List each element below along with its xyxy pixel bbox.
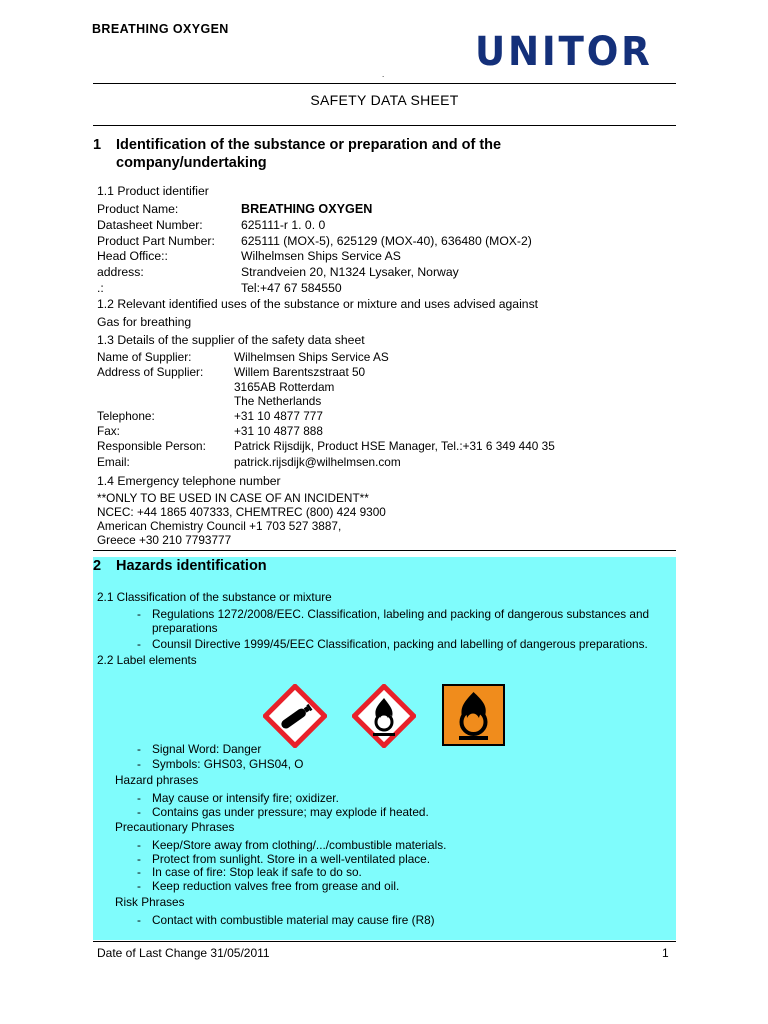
subsection-1-4: 1.4 Emergency telephone number [97, 474, 281, 488]
subsection-1-2: 1.2 Relevant identified uses of the substance or mixture and uses advised against [97, 297, 539, 311]
precaution-heading: Precautionary Phrases [115, 820, 235, 835]
email-label: Email: [97, 454, 130, 469]
hazard-text: May cause or intensify fire; oxidizer. [152, 791, 339, 805]
emergency-line: American Chemistry Council +1 703 527 3887, [97, 519, 342, 533]
subsection-1-1: 1.1 Product identifier [97, 184, 209, 198]
classification-item [97, 608, 680, 635]
oxidizing-orange-icon [442, 684, 505, 746]
title-rule [93, 125, 676, 126]
tel-label: .: [97, 280, 104, 295]
precaution-text: Keep reduction valves free from grease and oil. [152, 878, 400, 893]
email-value: patrick.rijsdijk@wilhelmsen.com [234, 454, 401, 469]
emergency-block [97, 491, 386, 547]
bullet-dash: - [137, 757, 141, 771]
product-name-value: BREATHING OXYGEN [241, 202, 373, 216]
emergency-line: Greece +30 210 7793777 [97, 533, 232, 547]
unitor-logo: UNITOR [475, 29, 653, 75]
bullet-dash: - [137, 838, 141, 853]
label-item [97, 742, 672, 756]
section-1-bottom-rule [93, 550, 676, 551]
header-product-name: BREATHING OXYGEN [92, 22, 229, 36]
subsection-1-3: 1.3 Details of the supplier of the safety data sheet [97, 333, 365, 347]
header-rule [93, 83, 676, 84]
responsible-person-label: Responsible Person: [97, 438, 206, 453]
bullet-dash: - [137, 865, 141, 880]
bullet-dash: - [137, 804, 141, 819]
head-office-value: Wilhelmsen Ships Service AS [241, 249, 401, 264]
part-number-value: 625111 (MOX-5), 625129 (MOX-40), 636480 (MOX-2) [241, 233, 532, 248]
address-value: Strandveien 20, N1324 Lysaker, Norway [241, 265, 459, 280]
subsection-2-1: 2.1 Classification of the substance or mixture [97, 590, 332, 604]
hazard-heading: Hazard phrases [115, 773, 199, 787]
identified-use: Gas for breathing [97, 315, 192, 329]
classification-item [97, 637, 680, 651]
risk-text: Contact with combustible material may cause fire (R8) [152, 912, 435, 927]
section-1-heading [93, 136, 501, 172]
bullet-dash: - [137, 791, 141, 805]
precaution-text: Protect from sunlight. Store in a well-ventilated place. [152, 851, 431, 866]
subsection-2-2: 2.2 Label elements [97, 652, 197, 667]
gas-cylinder-icon [263, 684, 327, 748]
precaution-item [97, 853, 672, 867]
datasheet-number-label: Datasheet Number: [97, 217, 203, 232]
bullet-dash: - [137, 912, 141, 927]
datasheet-number-value: 625111-r 1. 0. 0 [241, 217, 326, 232]
precaution-item [97, 866, 672, 880]
label-item [97, 756, 672, 772]
section-2-body [97, 590, 672, 667]
part-number-label: Product Part Number: [97, 233, 215, 248]
precaution-item [97, 880, 672, 894]
head-office-label: Head Office:: [97, 249, 168, 264]
section-1-title-line2: company/undertaking [116, 155, 267, 171]
section-2-number: 2 [93, 558, 102, 574]
section-1-number: 1 [93, 137, 102, 153]
footer-rule [93, 941, 676, 942]
bullet-dash: - [137, 607, 141, 621]
supplier-name-label: Name of Supplier: [97, 350, 192, 364]
supplier-city-value: 3165AB Rotterdam [234, 379, 335, 394]
signal-word: Signal Word: Danger [152, 742, 262, 756]
precaution-text: In case of fire: Stop leak if safe to do so. [152, 865, 362, 880]
supplier-address-label: Address of Supplier: [97, 364, 204, 379]
classification-text: Regulations 1272/2008/EEC. Classification, labeling and packing of dangerous substances and preparations [152, 607, 650, 635]
precaution-item [97, 839, 672, 853]
product-name-label: Product Name: [97, 202, 179, 216]
section-2-heading [93, 558, 267, 574]
responsible-person-value: Patrick Rijsdijk, Product HSE Manager, Tel.:+31 6 349 440 35 [234, 438, 555, 453]
emergency-line: NCEC: +44 1865 407333, CHEMTREC (800) 424 9300 [97, 505, 386, 519]
section-2-title: Hazards identification [116, 558, 267, 574]
supplier-country-value: The Netherlands [234, 394, 322, 409]
symbols: Symbols: GHS03, GHS04, O [152, 757, 304, 771]
bullet-dash: - [137, 742, 141, 756]
supplier-name-value: Wilhelmsen Ships Service AS [234, 350, 389, 364]
bullet-dash: - [137, 851, 141, 866]
hazard-item [97, 806, 672, 820]
fax-value: +31 10 4877 888 [234, 423, 323, 438]
footer-page-number: 1 [662, 946, 669, 960]
footer-date: Date of Last Change 31/05/2011 [97, 946, 270, 960]
label-elements-block [97, 742, 672, 927]
supplier-address-value: Willem Barentszstraat 50 [234, 364, 366, 379]
header-dot: . [382, 70, 385, 79]
fax-label: Fax: [97, 423, 120, 438]
tel-value: Tel:+47 67 584550 [241, 280, 342, 295]
precaution-text: Keep/Store away from clothing/.../combustible materials. [152, 838, 447, 853]
classification-text: Counsil Directive 1999/45/EEC Classification, packing and labelling of dangerous preparations. [152, 637, 648, 652]
section-1-title-line1: Identification of the substance or preparation and of the [116, 137, 502, 153]
hazard-text: Contains gas under pressure; may explode if heated. [152, 804, 429, 819]
emergency-line: **ONLY TO BE USED IN CASE OF AN INCIDENT** [97, 491, 369, 505]
document-title: SAFETY DATA SHEET [310, 92, 459, 108]
bullet-dash: - [137, 637, 141, 652]
bullet-dash: - [137, 878, 141, 893]
flame-over-circle-icon [352, 684, 416, 748]
telephone-value: +31 10 4877 777 [234, 409, 323, 424]
telephone-label: Telephone: [97, 409, 155, 424]
risk-heading: Risk Phrases [115, 894, 185, 909]
risk-item [97, 913, 672, 927]
hazard-item [97, 792, 672, 806]
address-label: address: [97, 265, 144, 280]
